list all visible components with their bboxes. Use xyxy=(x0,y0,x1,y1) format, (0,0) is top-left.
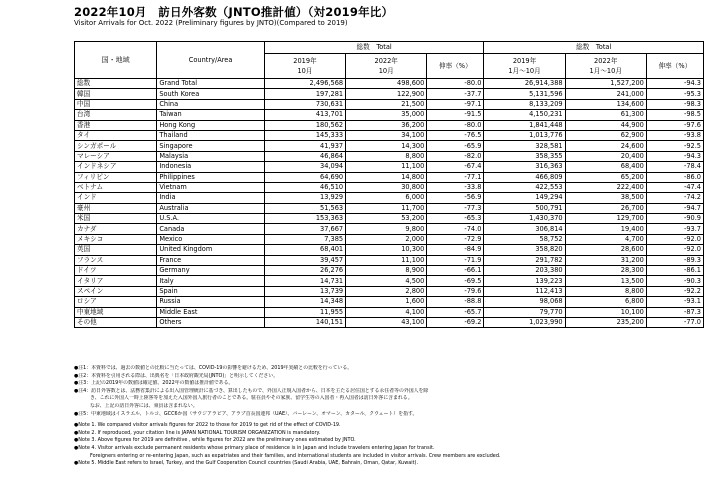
region-name-jp: インドネシア xyxy=(75,162,157,172)
value-2022-oct: 14,300 xyxy=(346,141,427,151)
value-2019-ytd: 26,914,388 xyxy=(484,79,565,89)
value-2019-oct: 145,333 xyxy=(264,130,345,140)
growth-ytd: -94.3 xyxy=(646,151,703,161)
table-row-total xyxy=(75,79,704,89)
note-jp: ●注5：中東地域はイスラエル、トルコ、GCC6か国（サウジアラビア、アラブ首長国連邦（UAE）、バーレーン、オマーン、カタール、クウェート）を指す。 xyxy=(74,410,418,417)
value-2019-ytd: 466,809 xyxy=(484,172,565,182)
growth-month: -77.3 xyxy=(427,203,484,213)
growth-month: -65.9 xyxy=(427,141,484,151)
growth-ytd: -47.4 xyxy=(646,182,703,192)
value-2019-oct: 153,363 xyxy=(264,214,345,224)
country-name-en: India xyxy=(157,193,265,203)
value-2019-ytd: 149,294 xyxy=(484,193,565,203)
value-2022-oct: 10,300 xyxy=(346,245,427,255)
visitor-arrivals-table xyxy=(74,41,704,328)
growth-month: -56.9 xyxy=(427,193,484,203)
table-row xyxy=(75,130,704,140)
value-2019-oct: 46,510 xyxy=(264,182,345,192)
value-2022-oct: 6,000 xyxy=(346,193,427,203)
value-2019-ytd: 5,131,596 xyxy=(484,89,565,99)
table-row xyxy=(75,255,704,265)
growth-ytd: -74.2 xyxy=(646,193,703,203)
value-2022-ytd: 20,400 xyxy=(565,151,646,161)
value-2022-oct: 4,500 xyxy=(346,276,427,286)
region-name-jp: イタリア xyxy=(75,276,157,286)
growth-month: -80.0 xyxy=(427,79,484,89)
value-2019-oct: 39,457 xyxy=(264,255,345,265)
value-2019-oct: 14,348 xyxy=(264,297,345,307)
growth-ytd: -93.1 xyxy=(646,297,703,307)
country-name-en: Spain xyxy=(157,286,265,296)
region-name-jp: タイ xyxy=(75,130,157,140)
header-total-ytd: 総数 Total xyxy=(484,42,704,54)
table-row xyxy=(75,307,704,317)
value-2019-ytd: 1,013,776 xyxy=(484,130,565,140)
country-name-en: Australia xyxy=(157,203,265,213)
country-name-en: Malaysia xyxy=(157,151,265,161)
value-2022-oct: 11,100 xyxy=(346,255,427,265)
value-2019-oct: 7,385 xyxy=(264,234,345,244)
value-2019-oct: 26,276 xyxy=(264,266,345,276)
country-name-en: Germany xyxy=(157,266,265,276)
header-2022-oct: 2022年 10月 xyxy=(346,54,427,79)
value-2022-oct: 14,800 xyxy=(346,172,427,182)
table-row xyxy=(75,224,704,234)
value-2019-oct: 13,929 xyxy=(264,193,345,203)
value-2022-oct: 21,500 xyxy=(346,99,427,109)
country-name-en: Thailand xyxy=(157,130,265,140)
value-2022-ytd: 129,700 xyxy=(565,214,646,224)
value-2022-ytd: 28,300 xyxy=(565,266,646,276)
region-name-jp: 中東地域 xyxy=(75,307,157,317)
growth-ytd: -78.4 xyxy=(646,162,703,172)
growth-month: -80.0 xyxy=(427,120,484,130)
value-2022-ytd: 134,600 xyxy=(565,99,646,109)
country-name-en: Italy xyxy=(157,276,265,286)
value-2022-ytd: 68,400 xyxy=(565,162,646,172)
table-row xyxy=(75,172,704,182)
region-name-jp: 香港 xyxy=(75,120,157,130)
value-2019-ytd: 422,553 xyxy=(484,182,565,192)
country-name-en: Singapore xyxy=(157,141,265,151)
note-en: Foreigners entering or re-entering Japan, such as expatriates and their families, and international students are included in visitor arrivals. Crew members are excluded. xyxy=(90,452,501,459)
page-title: 2022年10月 訪日外客数（JNTO推計値）（対2019年比） xyxy=(74,5,394,19)
table-row xyxy=(75,193,704,203)
table-row xyxy=(75,245,704,255)
value-2022-oct: 8,900 xyxy=(346,266,427,276)
table-row xyxy=(75,110,704,120)
growth-ytd: -97.6 xyxy=(646,120,703,130)
country-name-en: Grand Total xyxy=(157,79,265,89)
header-2022-ytd: 2022年 1月～10月 xyxy=(565,54,646,79)
region-name-jp: スペイン xyxy=(75,286,157,296)
value-2019-ytd: 306,814 xyxy=(484,224,565,234)
growth-ytd: -86.1 xyxy=(646,266,703,276)
value-2019-ytd: 358,355 xyxy=(484,151,565,161)
value-2019-ytd: 1,430,370 xyxy=(484,214,565,224)
note-en: ●Note 5. Middle East refers to Israel, Turkey, and the Gulf Cooperation Council countries (Saudi Arabia, UAE, Bahrain, Oman, Qatar, Kuwait). xyxy=(74,460,419,467)
note-en: ●Note 4. Visitor arrivals exclude permanent residents whose primary place of residence is in Japan and include travelers entering Japan for transit. xyxy=(74,444,435,451)
growth-month: -79.6 xyxy=(427,286,484,296)
value-2019-ytd: 139,223 xyxy=(484,276,565,286)
value-2019-oct: 46,864 xyxy=(264,151,345,161)
growth-month: -69.5 xyxy=(427,276,484,286)
growth-ytd: -87.3 xyxy=(646,307,703,317)
region-name-jp: 総数 xyxy=(75,79,157,89)
header-total-month: 総数 Total xyxy=(264,42,484,54)
value-2022-oct: 43,100 xyxy=(346,317,427,327)
country-name-en: Hong Kong xyxy=(157,120,265,130)
value-2019-ytd: 112,413 xyxy=(484,286,565,296)
value-2019-oct: 140,151 xyxy=(264,317,345,327)
growth-ytd: -94.7 xyxy=(646,203,703,213)
note-jp: ●注3：上記の2019年の数値は確定値、2022年の数値は推計値である。 xyxy=(74,380,234,387)
value-2019-oct: 413,701 xyxy=(264,110,345,120)
region-name-jp: 中国 xyxy=(75,99,157,109)
region-name-jp: フィリピン xyxy=(75,172,157,182)
value-2022-oct: 2,800 xyxy=(346,286,427,296)
growth-month: -91.5 xyxy=(427,110,484,120)
value-2022-ytd: 222,400 xyxy=(565,182,646,192)
growth-ytd: -92.0 xyxy=(646,245,703,255)
value-2022-oct: 498,600 xyxy=(346,79,427,89)
note-jp: ●注2：本資料を引用される際は、出典名を「日本政府観光局(JNTO)」と明示してください。 xyxy=(74,372,279,379)
growth-month: -74.0 xyxy=(427,224,484,234)
header-2019-ytd: 2019年 1月～10月 xyxy=(484,54,565,79)
country-name-en: Canada xyxy=(157,224,265,234)
growth-month: -66.1 xyxy=(427,266,484,276)
value-2019-oct: 51,563 xyxy=(264,203,345,213)
growth-month: -37.7 xyxy=(427,89,484,99)
region-name-jp: その他 xyxy=(75,317,157,327)
growth-month: -67.4 xyxy=(427,162,484,172)
growth-ytd: -89.3 xyxy=(646,255,703,265)
note-en: ●Note 2. If reproduced, your citation line is JAPAN NATIONAL TOURISM ORGANIZATION is mandatory. xyxy=(74,429,321,436)
growth-ytd: -93.8 xyxy=(646,130,703,140)
growth-ytd: -92.0 xyxy=(646,234,703,244)
value-2022-ytd: 28,600 xyxy=(565,245,646,255)
table-row xyxy=(75,182,704,192)
notes-section xyxy=(74,365,704,468)
country-name-en: Philippines xyxy=(157,172,265,182)
value-2022-oct: 4,100 xyxy=(346,307,427,317)
header-growth-month: 伸率（%） xyxy=(427,54,484,79)
value-2022-ytd: 6,800 xyxy=(565,297,646,307)
region-name-jp: ドイツ xyxy=(75,266,157,276)
region-name-jp: マレーシア xyxy=(75,151,157,161)
growth-month: -76.5 xyxy=(427,130,484,140)
table-body xyxy=(75,79,704,328)
table-row xyxy=(75,286,704,296)
value-2019-oct: 13,739 xyxy=(264,286,345,296)
value-2019-oct: 197,281 xyxy=(264,89,345,99)
header-2019-oct: 2019年 10月 xyxy=(264,54,345,79)
value-2022-ytd: 10,100 xyxy=(565,307,646,317)
value-2022-ytd: 26,700 xyxy=(565,203,646,213)
value-2022-ytd: 8,800 xyxy=(565,286,646,296)
country-name-en: South Korea xyxy=(157,89,265,99)
country-name-en: Russia xyxy=(157,297,265,307)
region-name-jp: インド xyxy=(75,193,157,203)
value-2022-ytd: 24,600 xyxy=(565,141,646,151)
region-name-jp: カナダ xyxy=(75,224,157,234)
value-2022-oct: 1,600 xyxy=(346,297,427,307)
value-2019-oct: 14,731 xyxy=(264,276,345,286)
value-2022-ytd: 1,527,200 xyxy=(565,79,646,89)
value-2022-ytd: 61,300 xyxy=(565,110,646,120)
table-row xyxy=(75,99,704,109)
value-2022-oct: 11,100 xyxy=(346,162,427,172)
value-2022-oct: 35,000 xyxy=(346,110,427,120)
growth-ytd: -92.2 xyxy=(646,286,703,296)
country-name-en: United Kingdom xyxy=(157,245,265,255)
value-2019-oct: 41,937 xyxy=(264,141,345,151)
region-name-jp: 英国 xyxy=(75,245,157,255)
value-2022-ytd: 38,500 xyxy=(565,193,646,203)
value-2019-oct: 730,631 xyxy=(264,99,345,109)
value-2019-ytd: 1,841,448 xyxy=(484,120,565,130)
growth-ytd: -92.5 xyxy=(646,141,703,151)
value-2019-ytd: 58,752 xyxy=(484,234,565,244)
value-2019-oct: 68,401 xyxy=(264,245,345,255)
growth-month: -88.8 xyxy=(427,297,484,307)
header-region: 国・地域 xyxy=(75,42,157,79)
note-en: ●Note 3. Above figures for 2019 are definitive , while figures for 2022 are the preliminary ones estimated by JNTO. xyxy=(74,437,356,444)
value-2022-ytd: 13,500 xyxy=(565,276,646,286)
value-2022-ytd: 235,200 xyxy=(565,317,646,327)
table-row xyxy=(75,297,704,307)
growth-ytd: -94.3 xyxy=(646,79,703,89)
region-name-jp: ベトナム xyxy=(75,182,157,192)
table-row xyxy=(75,234,704,244)
note-jp: なお、上記の訪日外客には、乗員は含まれない。 xyxy=(90,402,198,409)
value-2022-ytd: 44,900 xyxy=(565,120,646,130)
region-name-jp: 韓国 xyxy=(75,89,157,99)
table-row xyxy=(75,203,704,213)
note-jp: ●注1：本資料では、過去の数値との比較に当たっては、COVID-19の影響を避けるため、2019年実績との比較を行っている。 xyxy=(74,365,353,371)
table-row xyxy=(75,151,704,161)
growth-month: -72.9 xyxy=(427,234,484,244)
country-name-en: U.S.A. xyxy=(157,214,265,224)
value-2022-ytd: 62,900 xyxy=(565,130,646,140)
value-2022-oct: 53,200 xyxy=(346,214,427,224)
value-2019-ytd: 328,581 xyxy=(484,141,565,151)
value-2019-ytd: 98,068 xyxy=(484,297,565,307)
growth-ytd: -98.5 xyxy=(646,110,703,120)
growth-ytd: -77.0 xyxy=(646,317,703,327)
country-name-en: Mexico xyxy=(157,234,265,244)
region-name-jp: 米国 xyxy=(75,214,157,224)
table-row xyxy=(75,214,704,224)
table-row xyxy=(75,141,704,151)
value-2019-ytd: 291,782 xyxy=(484,255,565,265)
value-2022-oct: 2,000 xyxy=(346,234,427,244)
region-name-jp: 台湾 xyxy=(75,110,157,120)
value-2022-ytd: 4,700 xyxy=(565,234,646,244)
value-2019-ytd: 316,363 xyxy=(484,162,565,172)
table-row xyxy=(75,162,704,172)
growth-ytd: -93.7 xyxy=(646,224,703,234)
region-name-jp: メキシコ xyxy=(75,234,157,244)
value-2022-oct: 8,800 xyxy=(346,151,427,161)
growth-month: -65.3 xyxy=(427,214,484,224)
value-2019-ytd: 358,820 xyxy=(484,245,565,255)
value-2019-ytd: 79,770 xyxy=(484,307,565,317)
value-2019-oct: 64,690 xyxy=(264,172,345,182)
value-2022-ytd: 65,200 xyxy=(565,172,646,182)
table-row xyxy=(75,266,704,276)
table-row xyxy=(75,120,704,130)
note-jp: ●注4：訪日外客数とは、法務省集計による出入国管理統計に基づき、算出したもので、外国人正規入国者から、日本を主たる居住国とする永住者等の外国人を除 xyxy=(74,387,429,394)
growth-month: -97.1 xyxy=(427,99,484,109)
region-name-jp: 豪州 xyxy=(75,203,157,213)
value-2019-oct: 11,955 xyxy=(264,307,345,317)
country-name-en: Middle East xyxy=(157,307,265,317)
growth-month: -33.8 xyxy=(427,182,484,192)
country-name-en: France xyxy=(157,255,265,265)
value-2022-oct: 9,800 xyxy=(346,224,427,234)
value-2019-oct: 37,667 xyxy=(264,224,345,234)
growth-ytd: -98.3 xyxy=(646,99,703,109)
value-2022-oct: 122,900 xyxy=(346,89,427,99)
value-2022-oct: 34,100 xyxy=(346,130,427,140)
header-growth-ytd: 伸率（%） xyxy=(646,54,703,79)
region-name-jp: シンガポール xyxy=(75,141,157,151)
region-name-jp: フランス xyxy=(75,255,157,265)
table-row xyxy=(75,276,704,286)
value-2022-ytd: 31,200 xyxy=(565,255,646,265)
growth-ytd: -90.9 xyxy=(646,214,703,224)
table-row xyxy=(75,89,704,99)
growth-month: -71.9 xyxy=(427,255,484,265)
value-2022-oct: 11,700 xyxy=(346,203,427,213)
value-2019-oct: 180,562 xyxy=(264,120,345,130)
country-name-en: Indonesia xyxy=(157,162,265,172)
growth-ytd: -90.3 xyxy=(646,276,703,286)
value-2022-oct: 30,800 xyxy=(346,182,427,192)
country-name-en: Others xyxy=(157,317,265,327)
value-2019-ytd: 8,133,209 xyxy=(484,99,565,109)
value-2019-ytd: 500,791 xyxy=(484,203,565,213)
value-2022-ytd: 241,000 xyxy=(565,89,646,99)
header-country: Country/Area xyxy=(157,42,265,79)
note-en: ●Note 1. We compared visitor arrivals figures for 2022 to those for 2019 to get rid of the effect of COVID-19. xyxy=(74,422,341,429)
country-name-en: Vietnam xyxy=(157,182,265,192)
country-name-en: China xyxy=(157,99,265,109)
growth-ytd: -86.0 xyxy=(646,172,703,182)
growth-month: -65.7 xyxy=(427,307,484,317)
value-2019-ytd: 1,023,990 xyxy=(484,317,565,327)
growth-ytd: -95.3 xyxy=(646,89,703,99)
value-2022-ytd: 19,400 xyxy=(565,224,646,234)
value-2019-oct: 2,496,568 xyxy=(264,79,345,89)
value-2019-oct: 34,094 xyxy=(264,162,345,172)
value-2019-ytd: 203,380 xyxy=(484,266,565,276)
value-2019-ytd: 4,150,231 xyxy=(484,110,565,120)
growth-month: -69.2 xyxy=(427,317,484,327)
note-jp: き、これに外国人一時上陸客等を加えた入国外国人旅行者のことである。駐在員やその家族、留学生等の入国者・再入国者は訪日外客に含まれる。 xyxy=(90,395,413,402)
table-row xyxy=(75,317,704,327)
growth-month: -84.9 xyxy=(427,245,484,255)
growth-month: -82.0 xyxy=(427,151,484,161)
country-name-en: Taiwan xyxy=(157,110,265,120)
region-name-jp: ロシア xyxy=(75,297,157,307)
growth-month: -77.1 xyxy=(427,172,484,182)
page-subtitle: Visitor Arrivals for Oct. 2022 (Preliminary figures by JNTO)(Compared to 2019) xyxy=(74,19,348,27)
value-2022-oct: 36,200 xyxy=(346,120,427,130)
